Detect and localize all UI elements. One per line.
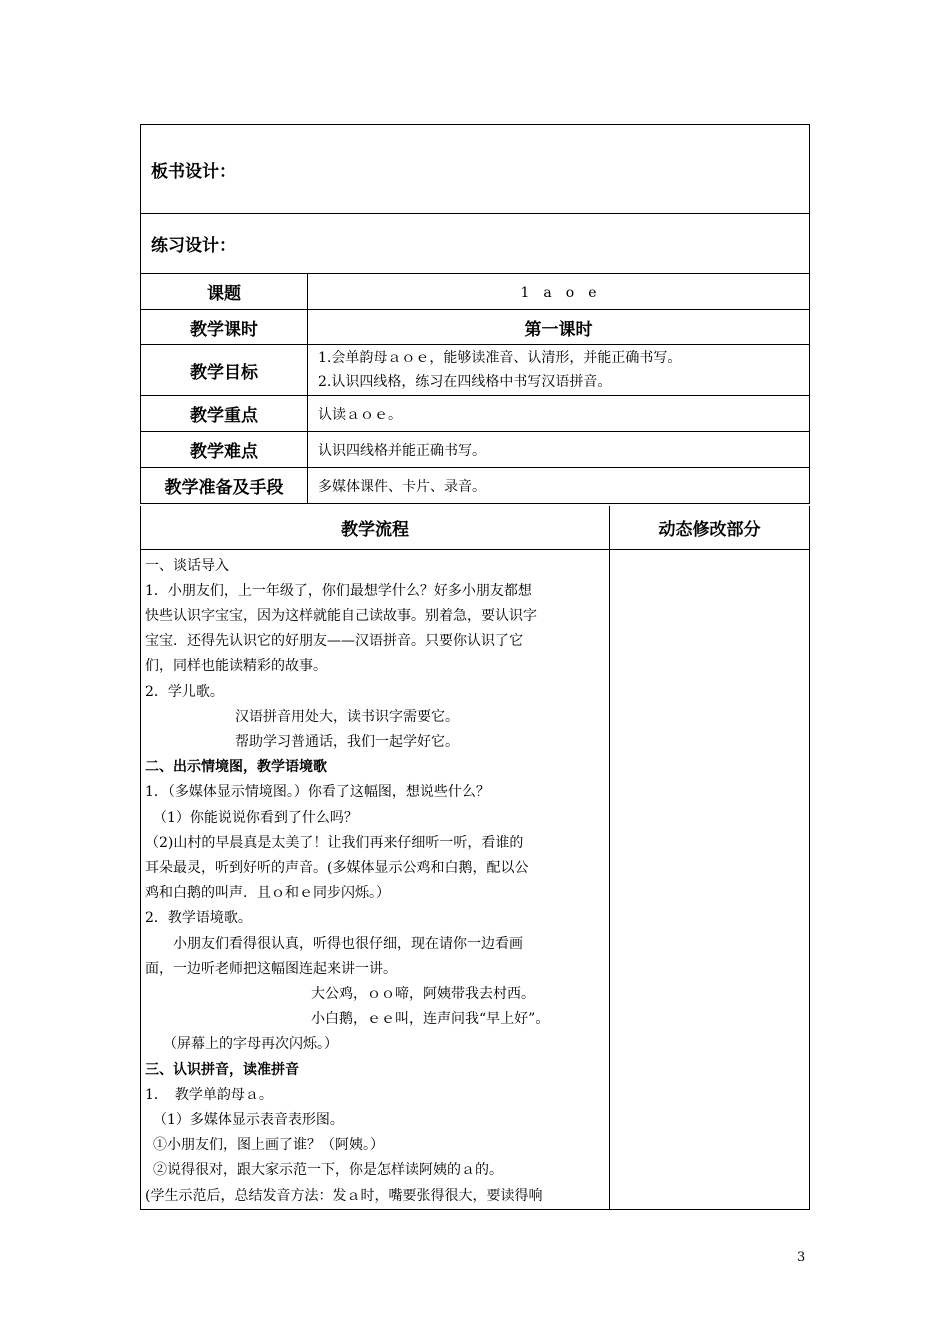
flow-section-heading: 三、认识拼音，读准拼音 [145, 1061, 299, 1078]
flow-line: ①小朋友们，图上画了谁？（阿姨。） [153, 1137, 384, 1154]
flow-line: 鸡和白鹅的叫声．且ｏ和ｅ同步闪烁。） [145, 885, 390, 902]
objectives-value [308, 345, 810, 396]
key-point-label: 教学重点 [141, 396, 308, 432]
flow-line: 1． 教学单韵母ａ。 [145, 1086, 273, 1103]
revision-content [610, 549, 810, 1209]
flow-line: （1）多媒体显示表音表形图。 [153, 1111, 344, 1128]
flow-line: 快些认识字宝宝，因为这样就能自己读故事。别着急，要认识字 [145, 607, 537, 624]
flow-line: 1．（多媒体显示情境图。）你看了这幅图，想说些什么？ [145, 784, 490, 801]
difficulty-value: 认识四线格并能正确书写。 [308, 432, 810, 468]
page-number: 3 [797, 1250, 806, 1265]
flow-line: 2．学儿歌。 [145, 683, 224, 700]
key-point-value: 认读ａｏｅ。 [308, 396, 810, 432]
flow-content [141, 549, 610, 1209]
teaching-flow-table [140, 506, 810, 1210]
flow-line: 1．小朋友们，上一年级了，你们最想学什么？好多小朋友都想 [145, 582, 532, 599]
flow-header: 教学流程 [141, 506, 610, 549]
flow-line: 小朋友们看得很认真，听得也很仔细，现在请你一边看画 [173, 935, 523, 952]
flow-line: （2)山村的早晨真是太美了！让我们再来仔细听一听，看谁的 [145, 834, 524, 851]
lesson-plan-table [140, 124, 810, 504]
topic-value: 1 a o e [308, 274, 810, 310]
flow-line: 2．教学语境歌。 [145, 910, 252, 927]
flow-section-heading: 二、出示情境图，教学语境歌 [145, 759, 327, 776]
difficulty-label: 教学难点 [141, 432, 308, 468]
board-design-label: 板书设计： [141, 125, 810, 214]
revision-header: 动态修改部分 [610, 506, 810, 549]
flow-line: 一、谈话导入 [145, 557, 229, 574]
topic-label: 课题 [141, 274, 308, 310]
flow-line: 们，同样也能读精彩的故事。 [145, 658, 327, 675]
flow-line: 宝宝．还得先认识它的好朋友——汉语拼音。只要你认识了它 [145, 633, 523, 650]
flow-line: （屏幕上的字母再次闪烁。） [163, 1036, 338, 1053]
practice-design-label: 练习设计： [141, 214, 810, 274]
flow-line: 面，一边听老师把这幅图连起来讲一讲。 [145, 960, 397, 977]
preparation-value: 多媒体课件、卡片、录音。 [308, 468, 810, 504]
flow-line: 耳朵最灵，听到好听的声音。(多媒体显示公鸡和白鹅，配以公 [145, 859, 529, 876]
flow-line: 汉语拼音用处大，读书识字需要它。 [235, 708, 459, 725]
flow-line: （1）你能说说你看到了什么吗？ [153, 809, 358, 826]
period-label: 教学课时 [141, 310, 308, 345]
objective-line: 1.会单韵母ａｏｅ，能够读准音、认清形，并能正确书写。 [318, 350, 682, 366]
objectives-label: 教学目标 [141, 345, 308, 396]
flow-line: ②说得很对，跟大家示范一下，你是怎样读阿姨的ａ的。 [153, 1162, 503, 1179]
objective-line: 2.认识四线格，练习在四线格中书写汉语拼音。 [318, 374, 612, 390]
preparation-label: 教学准备及手段 [141, 468, 308, 504]
flow-line: (学生示范后，总结发音方法：发ａ时，嘴要张得很大，要读得响 [145, 1187, 543, 1204]
period-value: 第一课时 [308, 310, 810, 345]
flow-line: 帮助学习普通话，我们一起学好它。 [235, 733, 459, 750]
flow-line: 大公鸡，ｏｏ啼，阿姨带我去村西。 [311, 985, 535, 1002]
flow-line: 小白鹅，ｅｅ叫，连声问我“早上好”。 [311, 1011, 550, 1028]
